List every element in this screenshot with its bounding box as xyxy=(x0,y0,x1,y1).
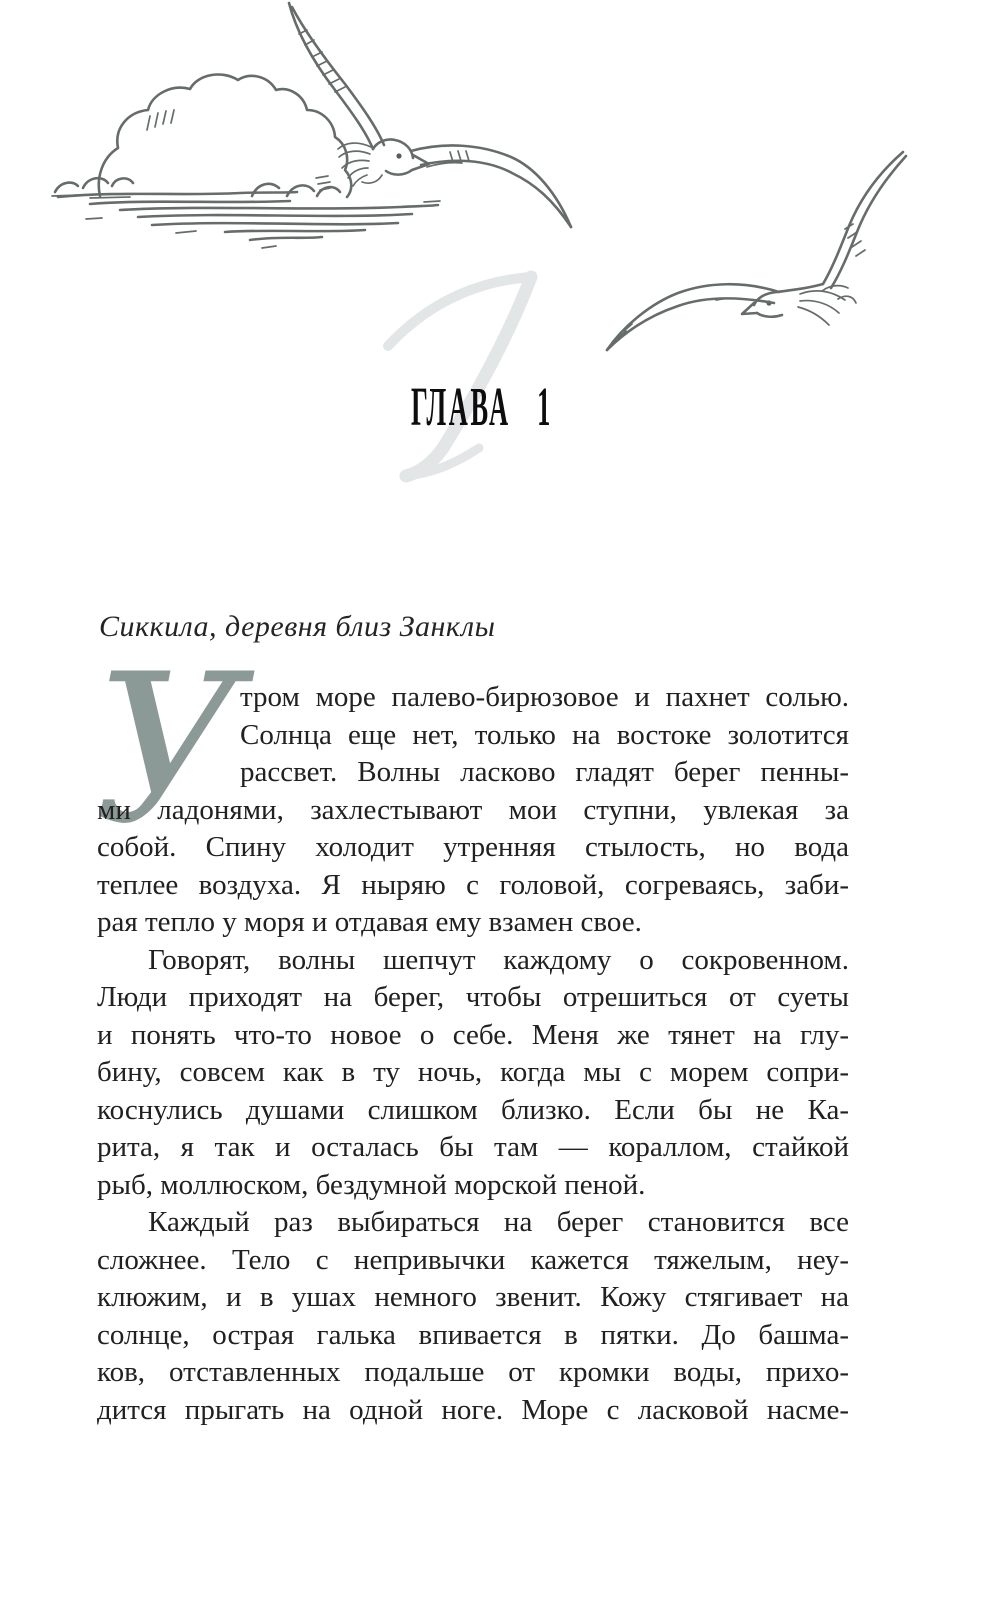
body-line: рита, я так и осталась бы там — кораллом, стайкой xyxy=(97,1131,849,1163)
seagull-right-sketch xyxy=(607,152,906,350)
body-line: Люди приходят на берег, чтобы отрешиться от суеты xyxy=(97,981,849,1013)
sea-ripples-sketch xyxy=(58,192,440,248)
body-line: рая тепло у моря и отдавая ему взамен свое. xyxy=(97,906,642,938)
body-line: собой. Спину холодит утренняя стылость, но вода xyxy=(97,831,849,863)
body-line: тром море палево-бирюзовое и пахнет солью. xyxy=(240,681,849,713)
body-line: и понять что-то новое о себе. Меня же тянет на глу- xyxy=(97,1018,849,1051)
body-line: теплее воздуха. Я ныряю с головой, согреваясь, заби- xyxy=(97,868,849,901)
body-line: ми ладонями, захлестывают мои ступни, увлекая за xyxy=(97,793,849,826)
body-line: Говорят, волны шепчут каждому о сокровенном. xyxy=(148,943,849,976)
body-line: солнце, острая галька впивается в пятки. До башма- xyxy=(97,1318,849,1351)
seagull-left-sketch xyxy=(289,3,571,227)
body-line: Каждый раз выбираться на берег становится все xyxy=(148,1206,849,1238)
body-text xyxy=(97,679,849,1429)
cloud-sketch xyxy=(52,74,351,198)
body-line: ков, отставленных подальше от кромки воды, прихо- xyxy=(97,1356,849,1388)
body-line: рассвет. Волны ласково гладят берег пенны- xyxy=(240,756,849,788)
body-line: сложнее. Тело с непривычки кажется тяжелым, неу- xyxy=(97,1243,849,1276)
body-line: клюжим, и в ушах немного звенит. Кожу стягивает на xyxy=(97,1281,849,1313)
drop-cap-letter: У xyxy=(94,631,243,869)
body-line: бину, совсем как в ту ночь, когда мы с морем сопри- xyxy=(97,1056,849,1088)
body-line: Солнца еще нет, только на востоке золотится xyxy=(240,718,849,751)
chapter-heading: ГЛАВА 1 xyxy=(411,375,554,438)
epigraph-line: Сиккила, деревня близ Занклы xyxy=(99,610,496,643)
body-line: коснулись душами слишком близко. Если бы не Ка- xyxy=(97,1093,849,1126)
body-line: рыб, моллюском, бездумной морской пеной. xyxy=(97,1168,646,1201)
body-line: дится прыгать на одной ноге. Море с ласковой насме- xyxy=(97,1393,849,1426)
